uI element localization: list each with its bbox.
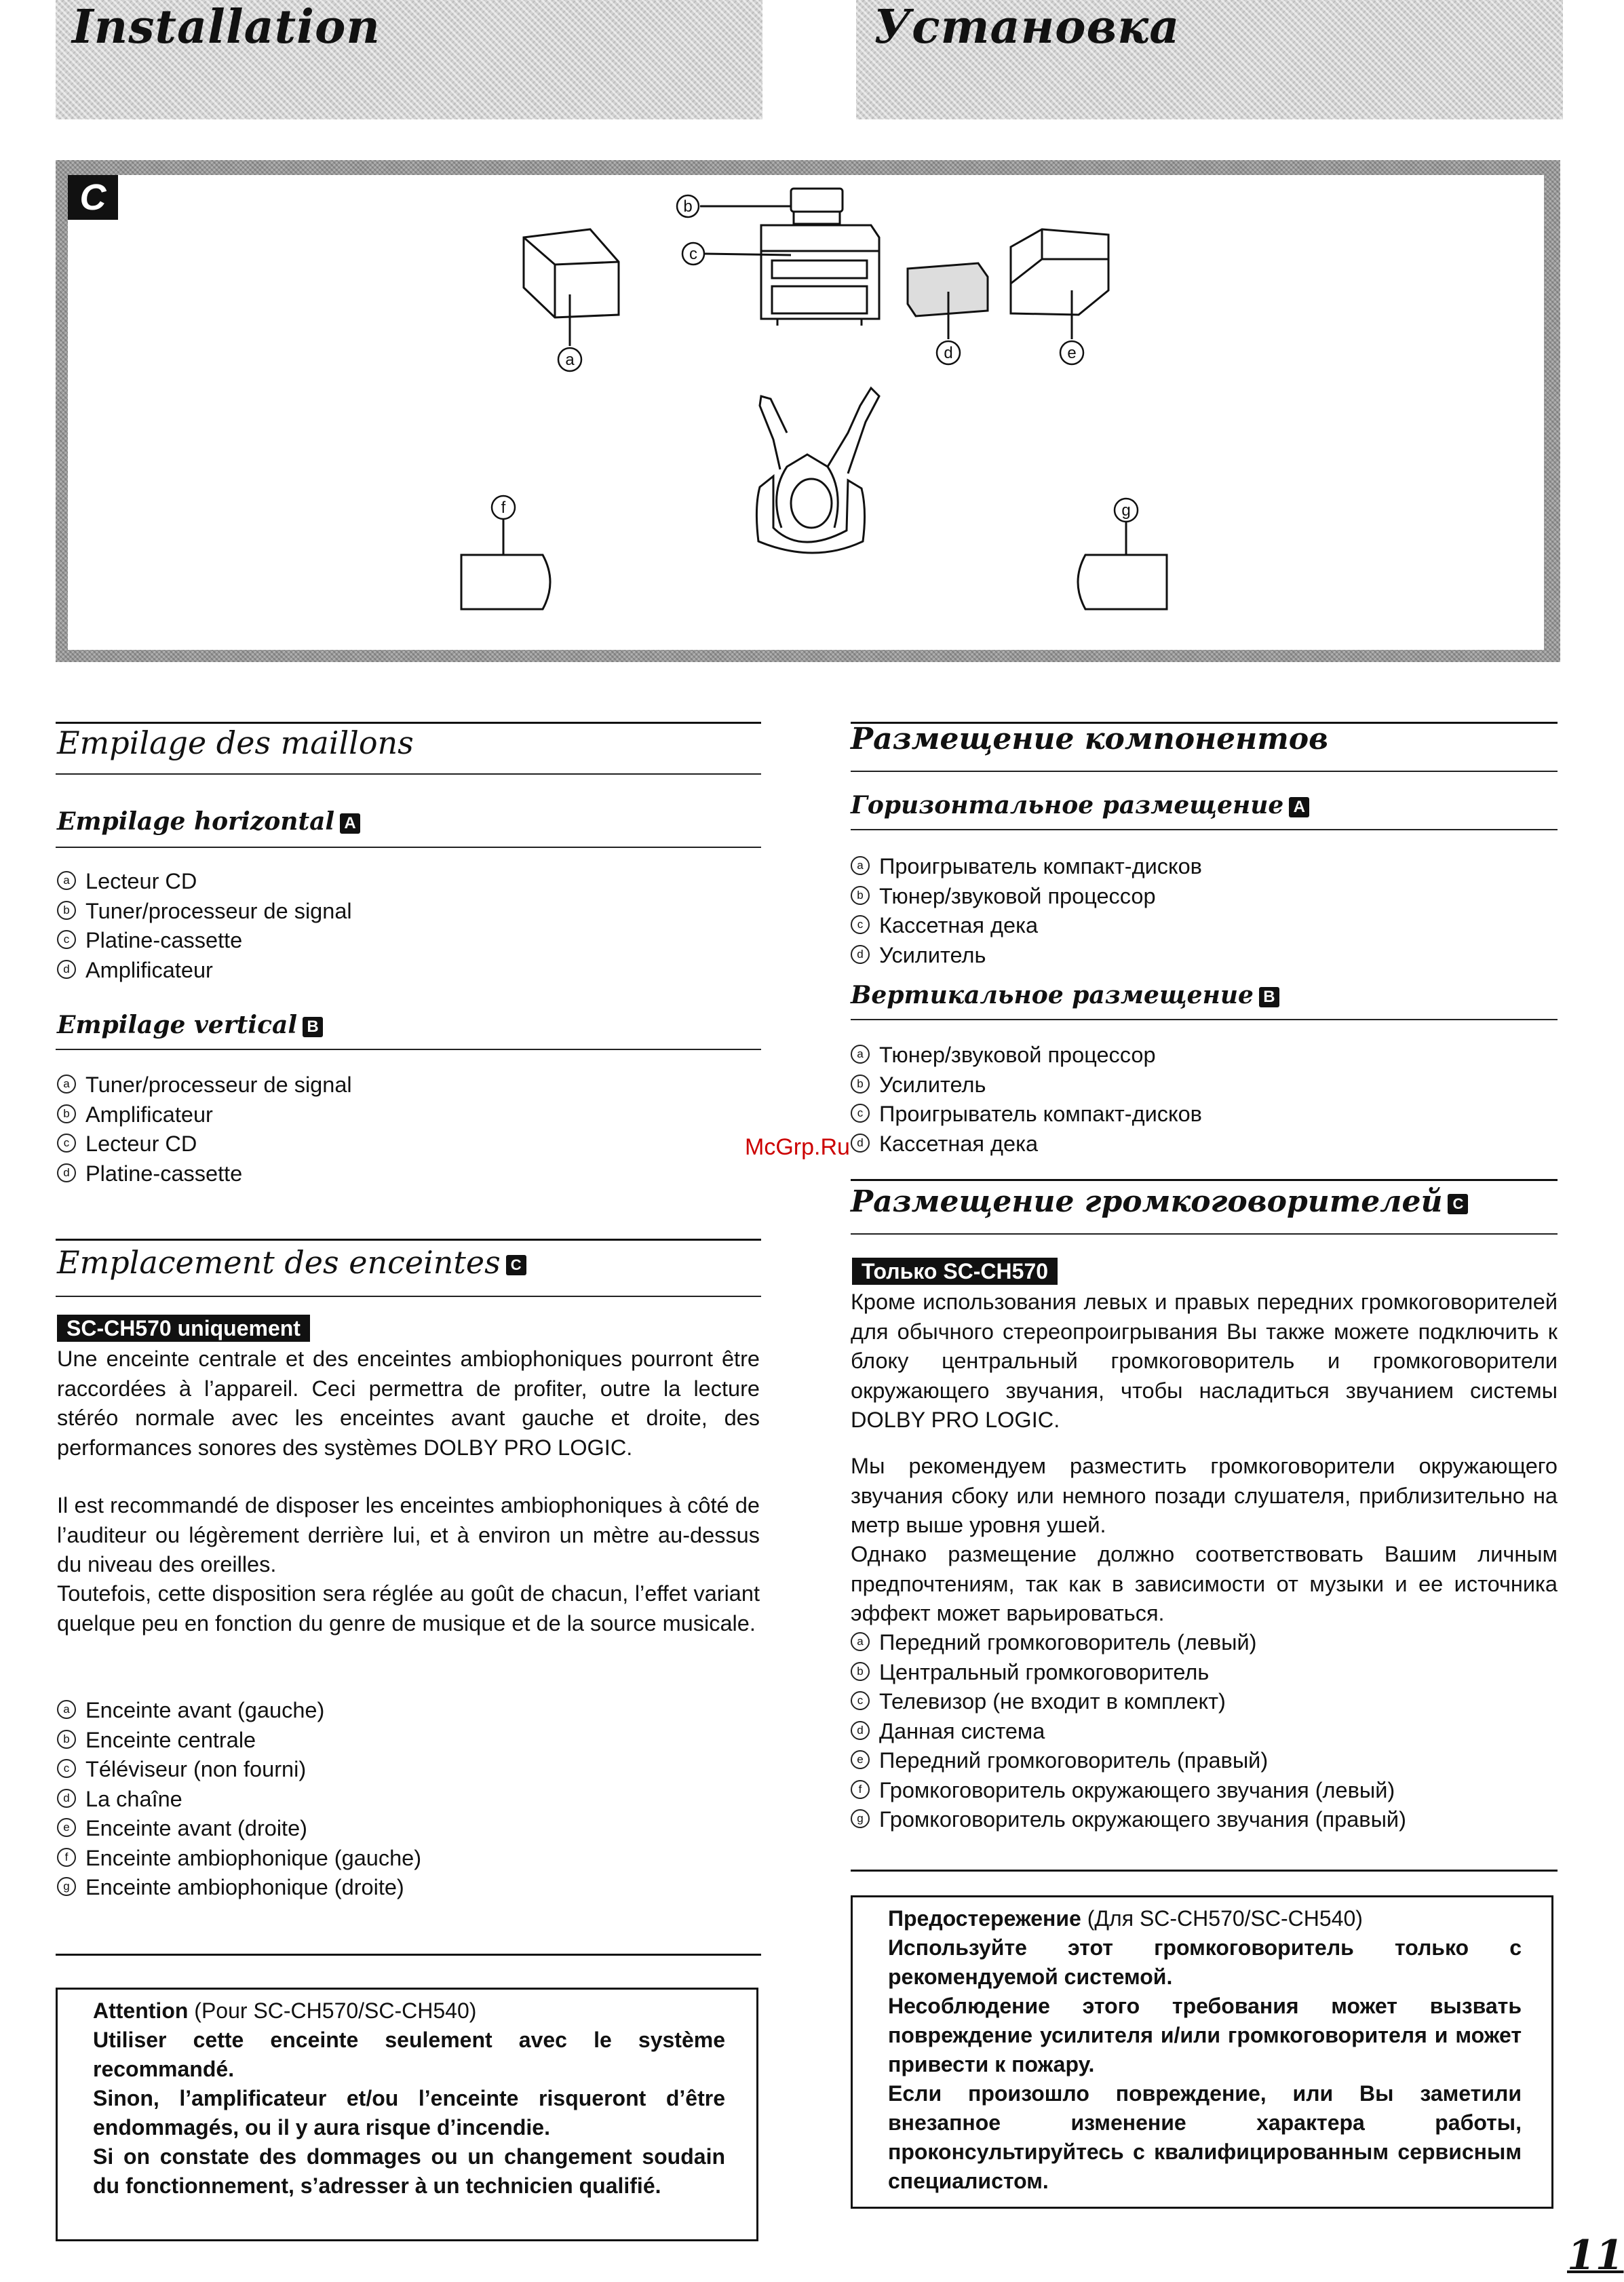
rule: [851, 1179, 1558, 1181]
list-item: [57, 897, 352, 927]
marker-g: [1115, 499, 1138, 522]
item-marker: b: [57, 1730, 76, 1749]
ru-vertical-list: [851, 1041, 1202, 1159]
item-text: Тюнер/звуковой процессор: [879, 883, 1156, 908]
list-item: [57, 867, 352, 897]
fr-warning-line-3: Si on constate des dommages ou un changement soudain du fonctionnement, s’adresser à un technicien qualifié.: [93, 2144, 725, 2198]
ru-model-tag: Только SC-CH570: [852, 1258, 1058, 1285]
item-marker: f: [851, 1780, 870, 1799]
figure-ref-badge: C: [506, 1255, 526, 1275]
item-marker: d: [851, 1134, 870, 1153]
item-marker: c: [851, 1104, 870, 1123]
list-item: [57, 1696, 421, 1726]
item-marker: a: [851, 1045, 870, 1064]
page-title-ru: Установка: [874, 0, 1180, 54]
item-text: Amplificateur: [85, 1102, 213, 1127]
marker-a: [558, 348, 581, 371]
svg-text:f: f: [501, 499, 506, 517]
list-item: [57, 1159, 352, 1189]
item-text: Lecteur CD: [85, 1132, 197, 1156]
figure-ref-badge: C: [1448, 1194, 1468, 1214]
list-item: [57, 1873, 421, 1903]
list-item: [851, 1628, 1406, 1658]
rule: [56, 722, 761, 724]
item-marker: b: [851, 1075, 870, 1094]
list-item: [57, 1726, 421, 1756]
item-text: Tuner/processeur de signal: [85, 898, 352, 923]
marker-f: [492, 496, 515, 519]
fr-speakers-title: Emplacement des enceintes C: [57, 1244, 526, 1281]
figure-ref-badge: A: [1289, 797, 1309, 817]
item-text: La chaîne: [85, 1786, 182, 1811]
item-text: Enceinte centrale: [85, 1727, 256, 1752]
item-text: Tuner/processeur de signal: [85, 1072, 352, 1097]
speaker-layout-diagram: [68, 175, 1544, 650]
ru-para-3: Однако размещение должно соответствовать Вашим личным предпочтениям, так как в зависимости от музыки и ее источника эффект может варьироваться.: [851, 1542, 1558, 1625]
list-item: [851, 1717, 1406, 1747]
item-marker: b: [57, 1104, 76, 1123]
list-item: [851, 1041, 1202, 1070]
item-text: Lecteur CD: [85, 869, 197, 893]
item-marker: a: [851, 856, 870, 875]
marker-d: [937, 341, 960, 364]
item-text: Громкоговоритель окружающего звучания (правый): [879, 1807, 1406, 1832]
item-text: Центральный громкоговоритель: [879, 1659, 1210, 1684]
rule: [56, 1239, 761, 1241]
item-marker: a: [851, 1632, 870, 1651]
list-item: [851, 941, 1202, 971]
item-marker: e: [851, 1750, 870, 1769]
list-item: [851, 1129, 1202, 1159]
fr-para-2: Il est recommandé de disposer les enceintes ambiophoniques à côté de l’auditeur ou légèrement derrière lui, et à environ un mètre au-dessus du niveau des oreilles.: [57, 1493, 760, 1577]
item-text: Enceinte avant (gauche): [85, 1698, 325, 1722]
fr-para-3: Toutefois, cette disposition sera réglée au goût de chacun, l’effet variant quelque peu en fonction du genre de musique et de la source musicale.: [57, 1581, 760, 1636]
speaker-d-icon: [908, 263, 988, 339]
rule: [851, 1870, 1558, 1872]
list-item: [57, 926, 352, 956]
item-text: Усилитель: [879, 1072, 986, 1097]
ru-vertical-title: Вертикальное размещение B: [851, 981, 1279, 1009]
ru-horizontal-list: [851, 852, 1202, 970]
item-text: Amplificateur: [85, 957, 213, 982]
item-marker: b: [851, 886, 870, 905]
svg-text:e: e: [1067, 344, 1077, 362]
marker-c: [682, 243, 704, 265]
figure-ref-badge: A: [340, 813, 360, 834]
list-item: [851, 1746, 1406, 1776]
rule: [56, 773, 761, 775]
list-item: [57, 1755, 421, 1785]
front-left-speaker-icon: [524, 229, 619, 346]
rule: [851, 771, 1558, 772]
item-marker: g: [57, 1877, 76, 1896]
list-item: [57, 956, 352, 986]
page-title-fr: Installation: [72, 0, 381, 54]
rule: [851, 829, 1558, 830]
ru-para-2: Мы рекомендуем разместить громкоговорители окружающего звучания сбоку или немного позади слушателя, приблизительно на метр выше уровня ушей.: [851, 1454, 1558, 1537]
item-marker: c: [57, 1134, 76, 1153]
header-banner-left: [56, 0, 762, 119]
list-item: [851, 852, 1202, 882]
ru-para-1: Кроме использования левых и правых передних громкоговорителей для обычного стереопроигрывания Вы также можете подключить к блоку центральный громкоговоритель и громкоговорители окружающего звучания, чтобы насладиться звучанием системы DOLBY PRO LOGIC.: [851, 1290, 1558, 1432]
ru-warning-line-3: Если произошло повреждение, или Вы заметили внезапное изменение характера работы, проконсультируйтесь с квалифицированным сервисным специалистом.: [888, 2081, 1522, 2193]
figure-ref-badge: B: [1259, 987, 1279, 1007]
item-text: Enceinte ambiophonique (gauche): [85, 1845, 422, 1870]
item-marker: c: [851, 915, 870, 934]
ru-speakers-title: Размещение громкоговорителей C: [851, 1184, 1468, 1219]
list-item: [851, 882, 1202, 912]
item-marker: d: [851, 1721, 870, 1740]
item-marker: a: [57, 1700, 76, 1719]
item-marker: d: [57, 1163, 76, 1182]
fr-speaker-list: [57, 1696, 421, 1903]
item-text: Platine-cassette: [85, 1161, 243, 1186]
ru-warning-line-1: Используйте этот громкоговоритель только с рекомендуемой системой.: [888, 1935, 1522, 1989]
fr-warning-box: Attention (Pour SC-CH570/SC-CH540) Utiliser cette enceinte seulement avec le système recommandé. Sinon, l’amplificateur et/ou l’enceinte risqueront d’être endommagés, ou il y aura risque d’incendie. Si on constate des dommages ou un changement soudain du fonctionnement, s’adresser à un technicien qualifié.: [56, 1988, 758, 2241]
item-marker: c: [851, 1691, 870, 1710]
svg-text:a: a: [565, 351, 575, 369]
svg-text:d: d: [944, 344, 953, 362]
surround-left-speaker-icon: [461, 520, 550, 609]
watermark: McGrp.Ru: [745, 1134, 850, 1160]
item-marker: c: [57, 1759, 76, 1778]
item-text: Передний громкоговоритель (правый): [879, 1748, 1269, 1773]
item-text: Громкоговоритель окружающего звучания (левый): [879, 1777, 1395, 1802]
fr-warning-head: Attention: [93, 1998, 189, 2023]
fr-horizontal-list: [57, 867, 352, 985]
page-number: 11: [1567, 2232, 1624, 2279]
front-right-speaker-icon: [1011, 229, 1108, 339]
item-text: Téléviseur (non fourni): [85, 1757, 307, 1781]
list-item: [57, 1070, 352, 1100]
item-marker: a: [57, 1075, 76, 1094]
item-text: Тюнер/звуковой процессор: [879, 1043, 1156, 1067]
item-marker: f: [57, 1848, 76, 1867]
header-banner-right: [856, 0, 1563, 119]
fr-warning-line-1: Utiliser cette enceinte seulement avec le système recommandé.: [93, 2028, 725, 2081]
list-item: [57, 1814, 421, 1844]
item-text: Enceinte ambiophonique (droite): [85, 1875, 404, 1899]
ru-horizontal-title: Горизонтальное размещение A: [851, 791, 1309, 819]
ru-warning-box: Предостережение (Для SC-CH570/SC-CH540) Используйте этот громкоговоритель только с рекомендуемой системой. Несоблюдение этого требования может вызвать повреждение усилителя и/или громкоговорителя и может привести к пожару. Если произошло повреждение, или Вы заметили внезапное изменение характера работы, проконсультируйтесь с квалифицированным сервисным специалистом.: [851, 1895, 1553, 2209]
list-item: [57, 1100, 352, 1130]
item-marker: c: [57, 930, 76, 949]
fr-stacking-title: Empilage des maillons: [57, 724, 414, 761]
fr-vertical-list: [57, 1070, 352, 1188]
item-marker: b: [851, 1662, 870, 1681]
svg-text:g: g: [1121, 501, 1131, 520]
rule: [56, 1049, 761, 1050]
item-marker: b: [57, 901, 76, 920]
listener-icon: [756, 388, 879, 553]
list-item: [57, 1844, 421, 1874]
list-item: [851, 1687, 1406, 1717]
item-marker: d: [57, 1789, 76, 1808]
list-item: [851, 1658, 1406, 1688]
list-item: [851, 1070, 1202, 1100]
rule: [851, 1019, 1558, 1020]
item-text: Передний громкоговоритель (левый): [879, 1630, 1257, 1655]
fr-vertical-title: Empilage vertical B: [57, 1011, 323, 1039]
item-text: Кассетная дека: [879, 913, 1039, 937]
marker-b: [677, 195, 699, 217]
ru-warning-head: Предостережение: [888, 1906, 1081, 1931]
rule: [851, 1233, 1558, 1235]
center-speaker-icon: [700, 189, 843, 224]
rule: [56, 847, 761, 848]
fr-model-tag: SC-CH570 uniquement: [57, 1315, 310, 1342]
list-item: [851, 911, 1202, 941]
item-marker: g: [851, 1809, 870, 1828]
fr-para-1: Une enceinte centrale et des enceintes ambiophoniques pourront être raccordées à l’appareil. Ceci permettra de profiter, outre la lecture stéréo normale avec les enceintes avant gauche et droite, des performances sonores des systèmes DOLBY PRO LOGIC.: [57, 1347, 760, 1460]
ru-speaker-list: [851, 1628, 1406, 1835]
list-item: [57, 1785, 421, 1815]
figure-ref-badge: B: [303, 1017, 323, 1037]
item-text: Кассетная дека: [879, 1131, 1039, 1156]
item-marker: a: [57, 871, 76, 890]
item-text: Телевизор (не входит в комплект): [879, 1689, 1226, 1714]
marker-e: [1060, 341, 1083, 364]
list-item: [851, 1805, 1406, 1835]
item-text: Проигрыватель компакт-дисков: [879, 1102, 1202, 1126]
ru-stacking-title: Размещение компонентов: [851, 722, 1329, 756]
fr-horizontal-title: Empilage horizontal A: [57, 807, 360, 836]
svg-text:c: c: [689, 245, 697, 263]
item-marker: e: [57, 1818, 76, 1837]
item-text: Enceinte avant (droite): [85, 1816, 307, 1840]
item-marker: d: [851, 945, 870, 964]
item-text: Проигрыватель компакт-дисков: [879, 854, 1202, 878]
system-unit-icon: [761, 225, 879, 326]
item-text: Усилитель: [879, 942, 986, 967]
figure-canvas: [68, 175, 1544, 650]
figure-letter: C: [68, 175, 118, 220]
fr-warning-line-2: Sinon, l’amplificateur et/ou l’enceinte risqueront d’être endommagés, ou il y aura risque d’incendie.: [93, 2086, 725, 2140]
list-item: [851, 1100, 1202, 1129]
svg-text:b: b: [683, 197, 693, 216]
surround-right-speaker-icon: [1078, 522, 1167, 609]
item-marker: d: [57, 960, 76, 979]
item-text: Данная система: [879, 1718, 1045, 1743]
rule: [56, 1296, 761, 1297]
list-item: [57, 1129, 352, 1159]
rule: [56, 1954, 761, 1956]
item-text: Platine-cassette: [85, 928, 243, 952]
list-item: [851, 1776, 1406, 1806]
ru-warning-line-2: Несоблюдение этого требования может вызвать повреждение усилителя и/или громкоговорителя и может привести к пожару.: [888, 1994, 1522, 2076]
